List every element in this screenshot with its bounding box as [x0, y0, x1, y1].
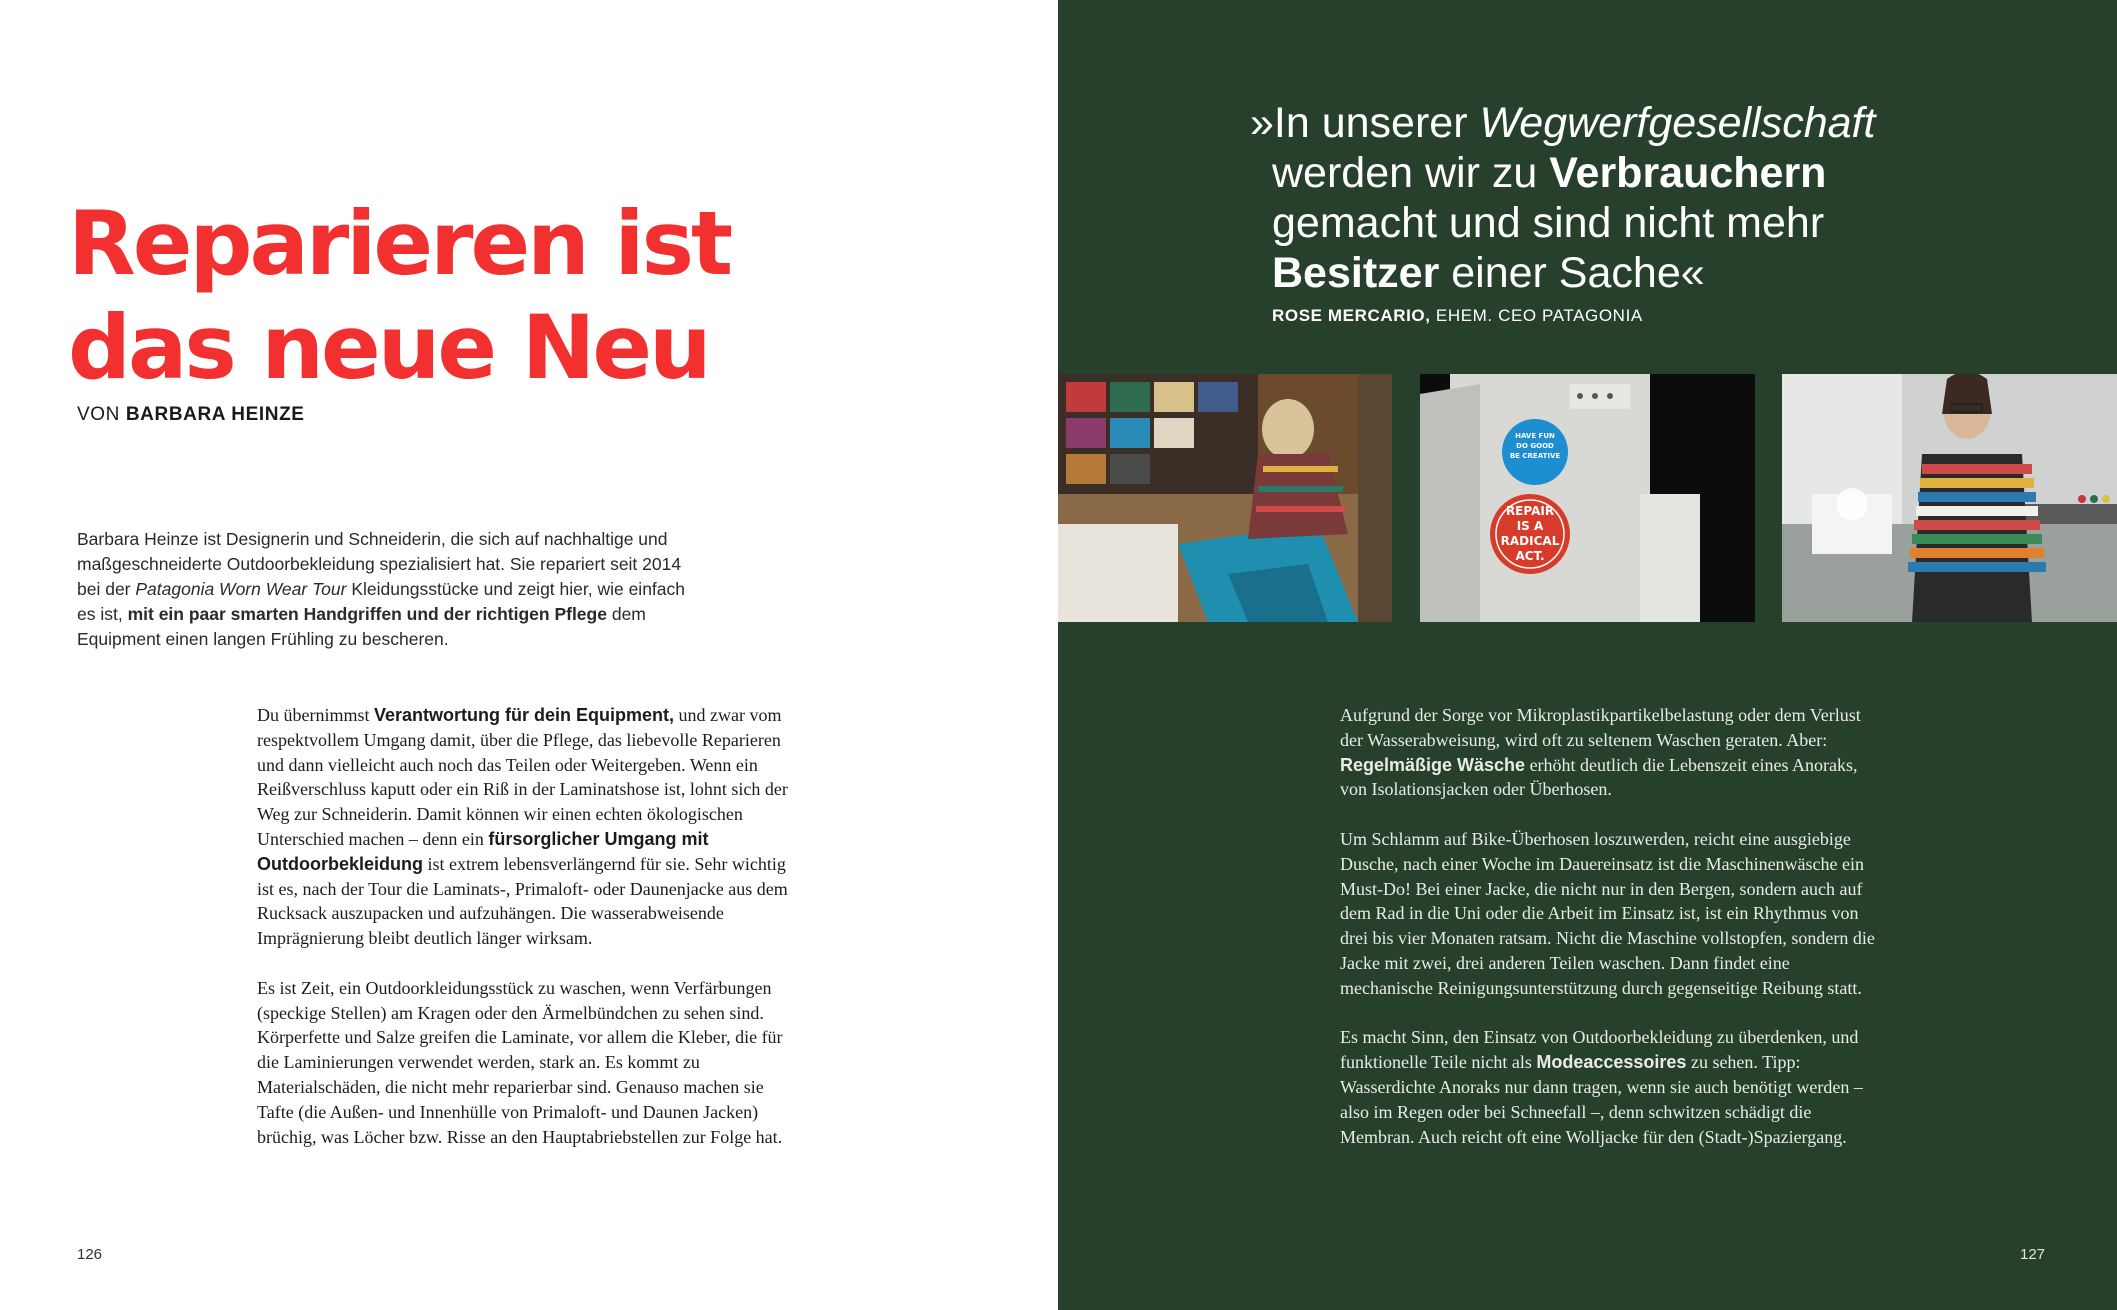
attribution-name: ROSE MERCARIO,	[1272, 306, 1431, 325]
text-run: einer Sache«	[1439, 249, 1705, 297]
quote-attribution	[1272, 306, 1643, 326]
sticker-top-text	[1507, 431, 1563, 461]
text-run: Aufgrund der Sorge vor Mikroplastikpartikelbelastung oder dem Verlust der Wasserabweisung, wird oft zu seltenem Waschen geraten. Aber:	[1340, 705, 1861, 750]
text-run: werden wir zu	[1272, 149, 1550, 197]
quote-line-1	[1250, 98, 1950, 148]
intro-paragraph	[77, 527, 697, 652]
bold-run: Regelmäßige Wäsche	[1340, 754, 1526, 775]
page-number-right: 127	[2020, 1246, 2046, 1263]
right-body-paragraph-1	[1340, 703, 1880, 802]
intro-text-3: dem Equipment einen langen Frühling zu bescheren.	[77, 604, 646, 649]
text-run: zu sehen. Tipp: Wasserdichte Anoraks nur dann tragen, wenn sie auch benötigt werden – also im Regen oder bei Schneefall –, denn schwitzen schädigt die Membran. Auch reicht oft eine Wolljacke für den (Stadt-)Spaziergang.	[1340, 1052, 1863, 1147]
quote-line-2	[1250, 148, 1950, 198]
sticker-bottom-text	[1500, 504, 1560, 564]
photo-sewing-machine	[1420, 374, 1755, 622]
sticker-line: IS A	[1516, 519, 1544, 533]
text-run: und zwar vom respektvollem Umgang damit, über die Pflege, das liebevolle Reparieren und dann vielleicht auch noch das Teilen oder Weitergeben. Wenn ein Reißverschluss kaputt oder ein Riß in der Laminatshose ist, lohnt sich der Weg zur Schneiderin. Damit können wir einen echten ökologischen Unterschied machen – denn ein	[257, 705, 788, 849]
article-headline	[68, 192, 788, 400]
photo-sewing-machine-image	[1420, 374, 1755, 622]
left-body-paragraph-1	[257, 703, 797, 951]
left-body-paragraph-2: Es ist Zeit, ein Outdoorkleidungsstück zu waschen, wenn Verfärbungen (speckige Stellen) am Kragen oder den Ärmelbündchen zu sehen sind. Körperfette und Salze greifen die Laminate, vor allem die Kleber, die für die Laminierungen verwendet werden, stark an. Es kommt zu Materialschäden, die nicht mehr reparierbar sind. Genauso machen sie Tafte (die Außen- und Innenhülle von Primaloft- und Daunen Jacken) brüchig, was Löcher bzw. Risse an den Hauptabriebstellen zur Folge hat.	[257, 977, 783, 1147]
sticker-line: ACT.	[1515, 549, 1545, 563]
photo-seamstress	[1782, 374, 2117, 622]
quote-line-4	[1250, 248, 1950, 298]
quote-line-3: gemacht und sind nicht mehr	[1272, 199, 1825, 247]
pull-quote	[1250, 98, 1950, 298]
bold-run: Besitzer	[1272, 249, 1440, 297]
photo-workshop	[1058, 374, 1392, 622]
italic-run: Wegwerfgesellschaft	[1479, 99, 1876, 147]
sticker-line: BE CREATIVE	[1509, 452, 1561, 460]
byline-author: BARBARA HEINZE	[125, 404, 305, 425]
right-body-paragraph-3	[1340, 1025, 1880, 1149]
byline-prefix: VON	[77, 404, 126, 425]
sticker-line: HAVE FUN	[1515, 432, 1555, 440]
text-run: Du übernimmst	[257, 705, 374, 725]
text-run: erhöht deutlich die Lebenszeit eines Anoraks, von Isolationsjacken oder Überhosen.	[1340, 754, 1858, 800]
intro-italic: Patagonia Worn Wear Tour	[135, 579, 347, 599]
intro-text-1: Barbara Heinze ist Designerin und Schneiderin, die sich auf nachhaltige und maßgeschneiderte Outdoorbekleidung spezialisiert hat. Sie repariert seit 2014 bei der	[77, 529, 682, 599]
attribution-role: EHEM. CEO PATAGONIA	[1430, 306, 1643, 325]
intro-bold: mit ein paar smarten Handgriffen und der richtigen Pflege	[127, 604, 607, 624]
photo-seamstress-image	[1782, 374, 2117, 622]
bold-run: Verbrauchern	[1549, 149, 1827, 197]
sticker-line: RADICAL	[1500, 534, 1560, 548]
text-run: Es macht Sinn, den Einsatz von Outdoorbekleidung zu überdenken, und funktionelle Teile nicht als	[1340, 1027, 1859, 1073]
headline-line-1: Reparieren ist	[68, 192, 731, 295]
bold-run: Verantwortung für dein Equipment,	[374, 705, 675, 725]
page-number-left: 126	[77, 1246, 103, 1263]
headline-line-2: das neue Neu	[68, 296, 709, 399]
bold-run: Modeaccessoires	[1536, 1052, 1687, 1073]
left-body-column	[257, 703, 797, 1174]
intro-text-2: Kleidungsstücke und zeigt hier, wie einfach es ist,	[77, 579, 686, 624]
right-body-paragraph-2: Um Schlamm auf Bike-Überhosen loszuwerden, reicht eine ausgiebige Dusche, nach einer Woche im Dauereinsatz ist die Maschinenwäsche ein Must-Do! Bei einer Jacke, die nicht nur in den Bergen, sondern auch auf dem Rad in die Uni oder die Arbeit im Einsatz ist, ist ein Rhythmus von drei bis vier Monaten ratsam. Nicht die Maschine vollstopfen, sondern die Jacke mit zwei, drei anderen Teilen waschen. Dann findet eine mechanische Reinigungsunterstützung durch gegenseitige Reibung statt.	[1340, 828, 1875, 998]
text-run: »In unserer	[1250, 99, 1480, 147]
photo-workshop-image	[1058, 374, 1392, 622]
byline	[77, 404, 305, 426]
text-run: ist extrem lebensverlängernd für sie. Sehr wichtig ist es, nach der Tour die Laminats-, Primaloft- oder Daunenjacke aus dem Rucksack auszupacken und aufzuhängen. Die wasserabweisende Imprägnierung bleibt deutlich länger wirksam.	[257, 853, 788, 949]
sticker-line: REPAIR	[1505, 504, 1555, 518]
bold-run: fürsorglicher Umgang mit Outdoorbekleidung	[257, 828, 709, 874]
sticker-line: DO GOOD	[1516, 442, 1554, 450]
right-body-column	[1340, 703, 1880, 1174]
